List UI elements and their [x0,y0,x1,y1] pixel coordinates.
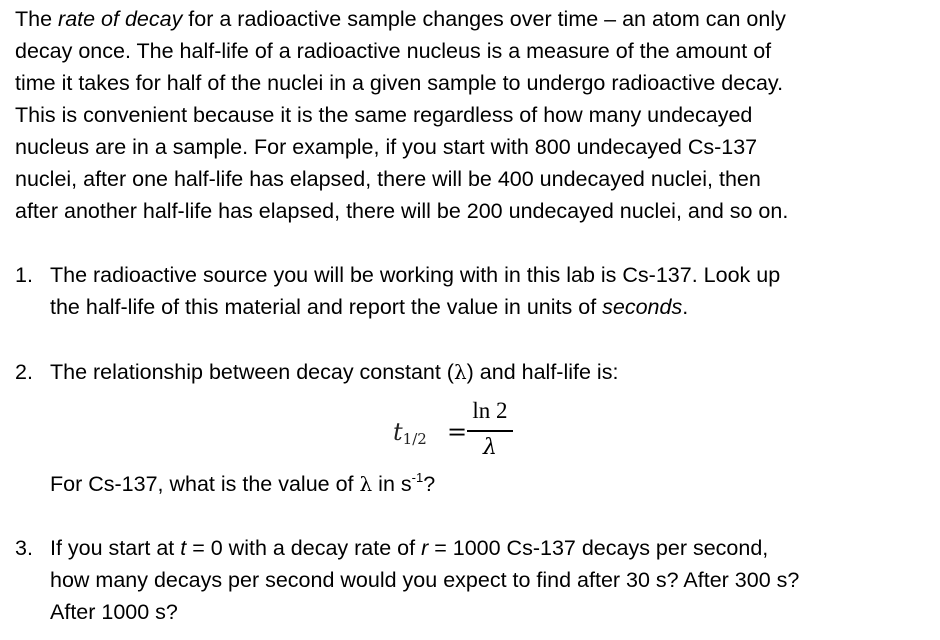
question-number: 1. [15,263,33,287]
question-line [50,356,930,388]
intro-line [15,3,930,35]
question-text: . [682,295,689,319]
formula-equals: = [447,418,468,446]
question-2-subquestion [50,468,435,500]
question-body [50,532,930,628]
question-number: 2. [15,360,33,384]
question-line: After 1000 s? [50,600,178,624]
formula-subscript: 1/2 [402,430,427,448]
question-text: the half-life of this material and report the value in units of [50,295,603,319]
formula-t: t [393,418,403,446]
intro-line: This is convenient because it is the same regardless of how many undecayed [15,103,753,127]
question-line [50,291,930,323]
question-text: = 0 with a decay rate of [186,536,422,560]
rate-of-decay-emphasis: rate of decay [58,7,183,31]
variable-r: r [421,536,429,560]
seconds-emphasis: seconds [602,295,683,319]
question-text: For Cs-137, what is the value of [50,472,360,496]
intro-line: time it takes for half of the nuclei in a given sample to undergo radioactive decay. [15,71,784,95]
question-line: how many decays per second would you expect to find after 30 s? After 300 s? [50,568,800,592]
lambda-symbol: λ [453,360,467,384]
intro-line: decay once. The half-life of a radioactive nucleus is a measure of the amount of [15,39,772,63]
half-life-formula [393,397,533,463]
question-number: 3. [15,536,33,560]
intro-line: after another half-life has elapsed, there will be 200 undecayed nuclei, and so on. [15,199,789,223]
question-body [50,356,930,388]
intro-text: The [15,7,59,31]
question-text: in s [372,472,412,496]
question-text: ) and half-life is: [466,360,619,384]
exponent: -1 [411,470,424,485]
question-line [50,532,930,564]
fraction-bar [467,430,513,432]
intro-line: nucleus are in a sample. For example, if you start with 800 undecayed Cs-137 [15,135,758,159]
question-text: ? [423,472,436,496]
question-body [50,259,930,323]
formula-denominator: λ [483,435,497,460]
lambda-symbol: λ [359,472,373,496]
question-line: The radioactive source you will be working with in this lab is Cs-137. Look up [50,263,781,287]
intro-line: nuclei, after one half-life has elapsed, there will be 400 undecayed nuclei, then [15,167,761,191]
formula-lhs [393,417,427,454]
question-text: = 1000 Cs-137 decays per second, [428,536,769,560]
formula-numerator: ln 2 [472,398,508,423]
intro-text: for a radioactive sample changes over time – an atom can only [182,7,786,31]
question-text: If you start at [50,536,181,560]
variable-t: t [180,536,187,560]
question-text: The relationship between decay constant ( [50,360,454,384]
intro-paragraph [15,3,930,227]
